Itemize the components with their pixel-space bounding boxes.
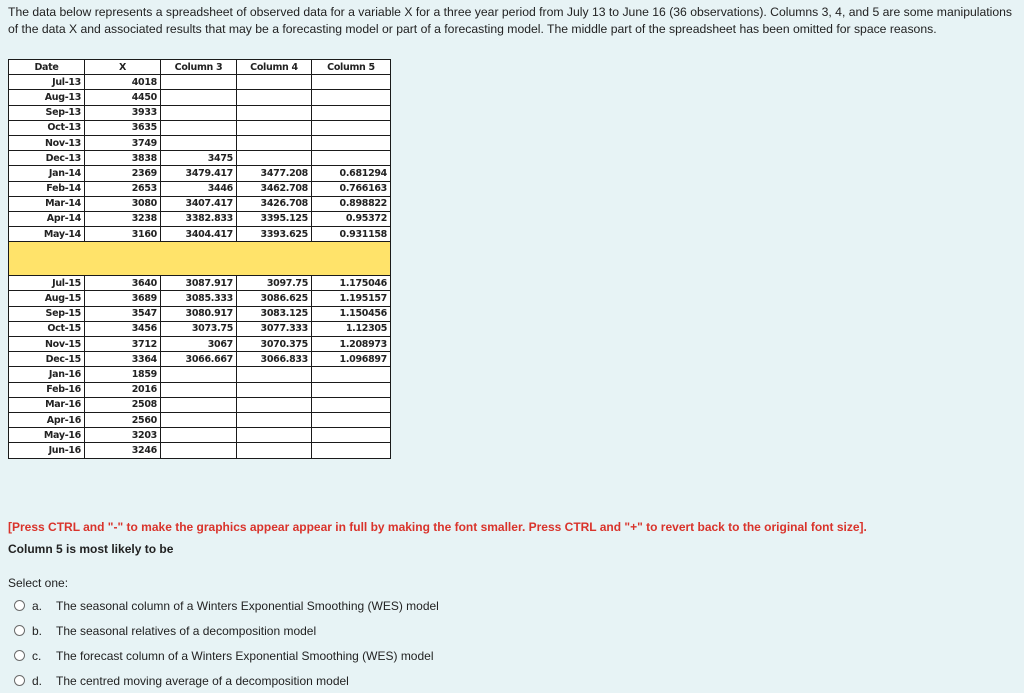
column-header: Column 4 xyxy=(237,60,312,75)
date-cell: Jul-15 xyxy=(9,276,85,291)
column-5-cell xyxy=(312,135,391,150)
column-5-cell xyxy=(312,105,391,120)
column-3-cell: 3085.333 xyxy=(161,291,237,306)
table-row xyxy=(9,321,391,336)
column-3-cell: 3404.417 xyxy=(161,227,237,242)
option-c[interactable] xyxy=(14,643,439,668)
omitted-rows-highlight xyxy=(9,242,391,276)
date-cell: Jul-13 xyxy=(9,75,85,90)
table-row xyxy=(9,352,391,367)
date-cell: May-14 xyxy=(9,227,85,242)
option-text: The seasonal relatives of a decomposition model xyxy=(56,623,317,638)
column-header: Column 5 xyxy=(312,60,391,75)
column-3-cell: 3073.75 xyxy=(161,321,237,336)
x-cell: 2653 xyxy=(85,181,161,196)
x-cell: 3635 xyxy=(85,120,161,135)
x-cell: 4018 xyxy=(85,75,161,90)
option-letter: b. xyxy=(32,623,43,638)
date-cell: Jun-16 xyxy=(9,443,85,458)
date-cell: Mar-16 xyxy=(9,397,85,412)
x-cell: 3712 xyxy=(85,337,161,352)
column-3-cell: 3067 xyxy=(161,337,237,352)
date-cell: Jan-16 xyxy=(9,367,85,382)
column-4-cell xyxy=(237,120,312,135)
column-4-cell xyxy=(237,75,312,90)
column-4-cell: 3083.125 xyxy=(237,306,312,321)
column-3-cell: 3446 xyxy=(161,181,237,196)
column-4-cell xyxy=(237,367,312,382)
column-4-cell: 3086.625 xyxy=(237,291,312,306)
column-3-cell xyxy=(161,412,237,427)
column-3-cell: 3382.833 xyxy=(161,211,237,226)
table-row xyxy=(9,227,391,242)
x-cell: 3364 xyxy=(85,352,161,367)
column-4-cell xyxy=(237,428,312,443)
select-one-label: Select one: xyxy=(8,576,69,590)
option-d[interactable] xyxy=(14,668,439,693)
option-text: The forecast column of a Winters Exponential Smoothing (WES) model xyxy=(56,648,434,663)
column-3-cell xyxy=(161,443,237,458)
table-row xyxy=(9,412,391,427)
column-4-cell: 3393.625 xyxy=(237,227,312,242)
column-5-cell xyxy=(312,412,391,427)
date-cell: Nov-13 xyxy=(9,135,85,150)
column-3-cell: 3066.667 xyxy=(161,352,237,367)
column-header: X xyxy=(85,60,161,75)
column-4-cell: 3097.75 xyxy=(237,276,312,291)
x-cell: 3689 xyxy=(85,291,161,306)
column-3-cell xyxy=(161,397,237,412)
column-4-cell: 3066.833 xyxy=(237,352,312,367)
date-cell: Mar-14 xyxy=(9,196,85,211)
omitted-rows-gap xyxy=(9,242,391,276)
table-row xyxy=(9,211,391,226)
date-cell: Oct-13 xyxy=(9,120,85,135)
column-5-cell: 0.766163 xyxy=(312,181,391,196)
column-5-cell xyxy=(312,397,391,412)
column-5-cell: 1.175046 xyxy=(312,276,391,291)
x-cell: 3933 xyxy=(85,105,161,120)
date-cell: Apr-16 xyxy=(9,412,85,427)
column-3-cell: 3087.917 xyxy=(161,276,237,291)
date-cell: Sep-13 xyxy=(9,105,85,120)
x-cell: 4450 xyxy=(85,90,161,105)
table-row xyxy=(9,306,391,321)
column-5-cell: 0.681294 xyxy=(312,166,391,181)
x-cell: 3547 xyxy=(85,306,161,321)
date-cell: Feb-16 xyxy=(9,382,85,397)
x-cell: 2016 xyxy=(85,382,161,397)
x-cell: 3640 xyxy=(85,276,161,291)
column-3-cell xyxy=(161,105,237,120)
answer-options xyxy=(14,593,439,693)
option-b[interactable] xyxy=(14,618,439,643)
column-4-cell: 3462.708 xyxy=(237,181,312,196)
x-cell: 3749 xyxy=(85,135,161,150)
table-row xyxy=(9,397,391,412)
radio-button-b[interactable] xyxy=(14,625,25,636)
column-4-cell xyxy=(237,443,312,458)
column-4-cell xyxy=(237,382,312,397)
x-cell: 1859 xyxy=(85,367,161,382)
spreadsheet-table xyxy=(8,59,391,459)
question-text: Column 5 is most likely to be xyxy=(8,542,174,556)
date-cell: Nov-15 xyxy=(9,337,85,352)
date-cell: May-16 xyxy=(9,428,85,443)
column-header: Date xyxy=(9,60,85,75)
column-3-cell xyxy=(161,367,237,382)
question-intro: The data below represents a spreadsheet of observed data for a variable X for a three year period from July 13 to June 16 (36 observations). Columns 3, 4, and 5 are some manipulations of the data X and associated results that may be a forecasting model or part of a forecasting model. The middle part of the spreadsheet has been omitted for space reasons. xyxy=(8,5,1013,36)
column-5-cell xyxy=(312,151,391,166)
table-row xyxy=(9,367,391,382)
x-cell: 3838 xyxy=(85,151,161,166)
font-size-note: [Press CTRL and "-" to make the graphics appear appear in full by making the font smaller. Press CTRL and "+" to revert back to the original font size]. xyxy=(8,520,867,534)
column-5-cell: 1.096897 xyxy=(312,352,391,367)
x-cell: 3238 xyxy=(85,211,161,226)
column-4-cell: 3426.708 xyxy=(237,196,312,211)
column-5-cell: 1.150456 xyxy=(312,306,391,321)
x-cell: 3456 xyxy=(85,321,161,336)
x-cell: 2508 xyxy=(85,397,161,412)
column-4-cell: 3070.375 xyxy=(237,337,312,352)
column-5-cell: 0.898822 xyxy=(312,196,391,211)
table-row xyxy=(9,337,391,352)
column-5-cell xyxy=(312,75,391,90)
table-row xyxy=(9,276,391,291)
x-cell: 2369 xyxy=(85,166,161,181)
option-a[interactable] xyxy=(14,593,439,618)
column-5-cell: 1.195157 xyxy=(312,291,391,306)
radio-button-c[interactable] xyxy=(14,650,25,661)
header-row xyxy=(9,60,391,75)
column-4-cell: 3395.125 xyxy=(237,211,312,226)
column-4-cell xyxy=(237,151,312,166)
table-row xyxy=(9,181,391,196)
column-5-cell: 0.931158 xyxy=(312,227,391,242)
column-3-cell xyxy=(161,75,237,90)
date-cell: Dec-13 xyxy=(9,151,85,166)
column-5-cell: 0.95372 xyxy=(312,211,391,226)
column-4-cell xyxy=(237,135,312,150)
option-letter: c. xyxy=(32,648,42,663)
column-5-cell xyxy=(312,367,391,382)
column-3-cell xyxy=(161,120,237,135)
table-row xyxy=(9,196,391,211)
column-3-cell: 3080.917 xyxy=(161,306,237,321)
table-row xyxy=(9,105,391,120)
table-row xyxy=(9,382,391,397)
column-5-cell: 1.12305 xyxy=(312,321,391,336)
table-row xyxy=(9,291,391,306)
date-cell: Apr-14 xyxy=(9,211,85,226)
x-cell: 3203 xyxy=(85,428,161,443)
column-5-cell xyxy=(312,443,391,458)
column-3-cell: 3407.417 xyxy=(161,196,237,211)
column-4-cell xyxy=(237,105,312,120)
date-cell: Sep-15 xyxy=(9,306,85,321)
column-header: Column 3 xyxy=(161,60,237,75)
column-4-cell xyxy=(237,397,312,412)
table-row xyxy=(9,75,391,90)
option-text: The centred moving average of a decomposition model xyxy=(56,673,349,688)
column-3-cell xyxy=(161,135,237,150)
date-cell: Jan-14 xyxy=(9,166,85,181)
x-cell: 3246 xyxy=(85,443,161,458)
column-5-cell xyxy=(312,382,391,397)
column-3-cell: 3475 xyxy=(161,151,237,166)
option-letter: d. xyxy=(32,673,43,688)
column-5-cell xyxy=(312,120,391,135)
column-5-cell xyxy=(312,428,391,443)
date-cell: Oct-15 xyxy=(9,321,85,336)
column-3-cell xyxy=(161,90,237,105)
column-5-cell xyxy=(312,90,391,105)
date-cell: Aug-13 xyxy=(9,90,85,105)
column-4-cell: 3077.333 xyxy=(237,321,312,336)
column-3-cell xyxy=(161,428,237,443)
x-cell: 2560 xyxy=(85,412,161,427)
column-3-cell xyxy=(161,382,237,397)
column-3-cell: 3479.417 xyxy=(161,166,237,181)
table-row xyxy=(9,428,391,443)
table-row xyxy=(9,120,391,135)
date-cell: Feb-14 xyxy=(9,181,85,196)
option-text: The seasonal column of a Winters Exponential Smoothing (WES) model xyxy=(56,598,439,613)
radio-button-a[interactable] xyxy=(14,600,25,611)
radio-button-d[interactable] xyxy=(14,675,25,686)
table-row xyxy=(9,90,391,105)
column-5-cell: 1.208973 xyxy=(312,337,391,352)
table-row xyxy=(9,135,391,150)
column-4-cell: 3477.208 xyxy=(237,166,312,181)
table-row xyxy=(9,151,391,166)
option-letter: a. xyxy=(32,598,43,613)
x-cell: 3160 xyxy=(85,227,161,242)
column-4-cell xyxy=(237,90,312,105)
table-row xyxy=(9,166,391,181)
date-cell: Aug-15 xyxy=(9,291,85,306)
x-cell: 3080 xyxy=(85,196,161,211)
date-cell: Dec-15 xyxy=(9,352,85,367)
column-4-cell xyxy=(237,412,312,427)
table-row xyxy=(9,443,391,458)
